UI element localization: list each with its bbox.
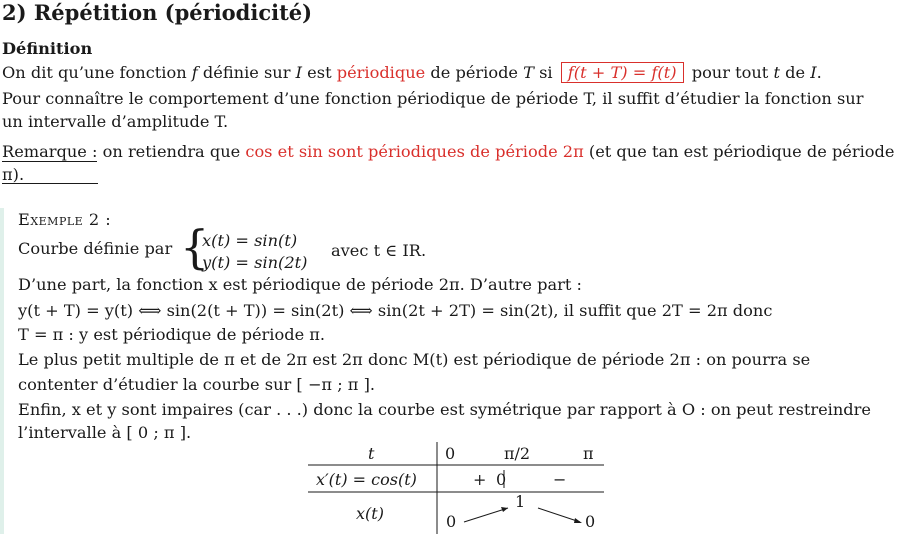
highlight-cos-sin: cos et sin sont périodiques de période 2π <box>245 142 584 161</box>
text-fragment: pour tout <box>691 63 774 82</box>
example-line-3: T = π : y est périodique de période π. <box>18 325 326 344</box>
definition-line-2: Pour connaître le comportement d’une fonction périodique de période T, il suffit d’étudier la fonction sur <box>2 89 864 108</box>
sign-negative: − <box>553 470 567 489</box>
example-line-4: Le plus petit multiple de π et de 2π est 2π donc M(t) est périodique de période 2π : on pourra se <box>18 350 811 369</box>
t-value-start: 0 <box>445 444 456 463</box>
text-fragment: de période <box>425 63 524 82</box>
sign-positive: + <box>473 470 487 489</box>
math-I: I <box>295 63 303 82</box>
x-value-start: 0 <box>446 512 457 531</box>
x-value-end: 0 <box>585 512 596 531</box>
example-line-2: y(t + T) = y(t) ⟺ sin(2(t + T)) = sin(2t) ⟺ sin(2t + 2T) = sin(2t), il suffit que 2T = 2π donc <box>18 301 773 320</box>
equation-x: x(t) = sin(t) <box>202 231 298 250</box>
t-value-mid: π/2 <box>504 444 531 463</box>
definition-heading: Définition <box>2 39 93 58</box>
example-line-5: contenter d’étudier la courbe sur [ −π ; π ]. <box>18 375 376 394</box>
row-label-t: t <box>368 444 375 463</box>
example-side-bar <box>0 208 4 534</box>
remark-line-2: π). <box>2 165 25 184</box>
system-brace: { <box>180 220 210 274</box>
curve-intro: Courbe définie par <box>18 239 173 258</box>
math-f: f <box>191 63 198 82</box>
remark-label: Remarque : <box>2 142 98 161</box>
text-fragment: on retiendra que <box>97 142 246 161</box>
math-T: T <box>523 63 534 82</box>
remark-underline <box>2 183 98 184</box>
example-label: Exemple 2 : <box>18 210 112 229</box>
math-t: t <box>773 63 780 82</box>
equation-y: y(t) = sin(2t) <box>202 253 308 272</box>
t-value-end: π <box>583 444 594 463</box>
example-line-1: D’une part, la fonction x est périodique de période 2π. D’autre part : <box>18 275 582 294</box>
row-label-x: x(t) <box>356 504 384 523</box>
definition-line-1 <box>2 61 822 85</box>
text-fragment: si <box>533 63 553 82</box>
x-value-max: 1 <box>515 492 526 511</box>
example-line-6: Enfin, x et y sont impaires (car . . .) donc la courbe est symétrique par rapport à O : on peut restreindre <box>18 400 871 419</box>
text-fragment: On dit qu’une fonction <box>2 63 192 82</box>
highlight-periodique: périodique <box>336 63 426 82</box>
sign-zero: 0 <box>496 470 507 489</box>
remark-line-1 <box>2 140 895 164</box>
example-line-7: l’intervalle à [ 0 ; π ]. <box>18 423 192 442</box>
text-fragment: de <box>779 63 811 82</box>
text-fragment: est <box>302 63 337 82</box>
boxed-formula: f(t + T) = f(t) <box>561 62 684 83</box>
text-fragment: . <box>816 63 822 82</box>
definition-line-3: un intervalle d’amplitude T. <box>2 112 229 131</box>
row-label-derivative: x′(t) = cos(t) <box>316 470 417 489</box>
math-I: I <box>810 63 817 82</box>
text-fragment: (et que tan est périodique de période <box>583 142 895 161</box>
variation-table <box>308 442 604 534</box>
section-title: 2) Répétition (périodicité) <box>2 0 313 25</box>
parameter-domain: avec t ∈ IR. <box>331 241 427 260</box>
text-fragment: définie sur <box>197 63 296 82</box>
